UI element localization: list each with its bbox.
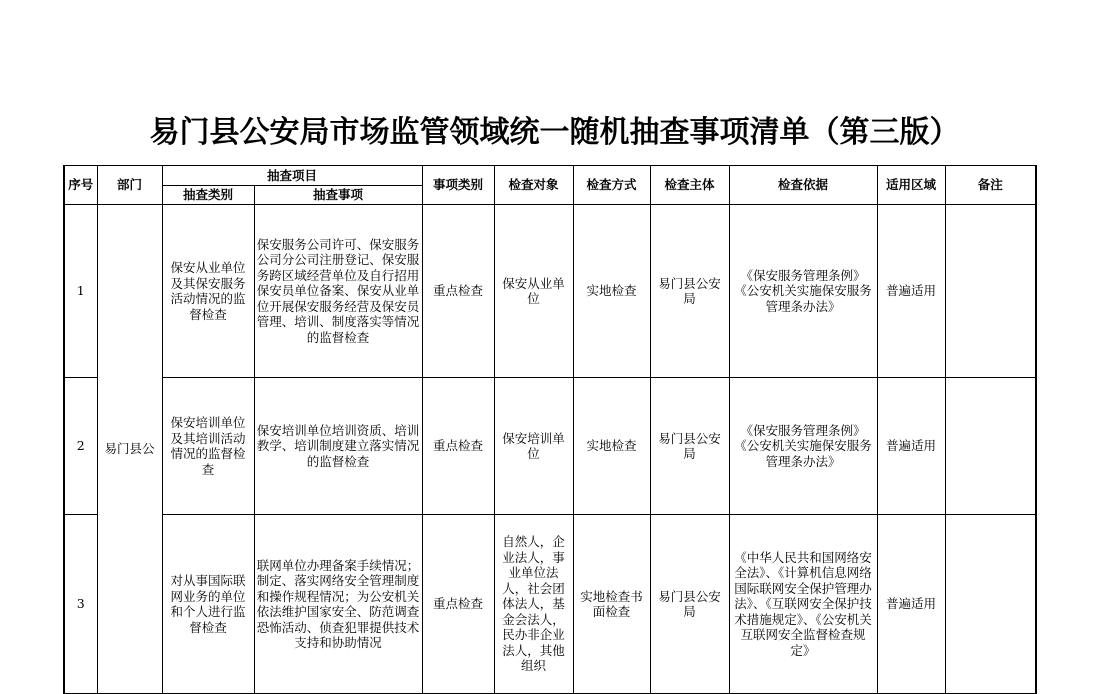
header-check-items: 抽查项目 bbox=[162, 166, 422, 186]
row-type: 重点检查 bbox=[422, 205, 494, 378]
row-area: 普遍适用 bbox=[877, 515, 945, 694]
dept-cell bbox=[97, 205, 162, 694]
header-check-category: 抽查类别 bbox=[162, 186, 254, 205]
row-target: 自然人，企业法人，事业单位法人，社会团体法人，基金会法人，民办非企业法人，其他组织 bbox=[494, 515, 573, 694]
row-type: 重点检查 bbox=[422, 378, 494, 515]
row-area: 普遍适用 bbox=[877, 378, 945, 515]
table-row bbox=[64, 205, 1036, 378]
row-category: 对从事国际联网业务的单位和个人进行监督检查 bbox=[162, 515, 254, 694]
row-category: 保安从业单位及其保安服务活动情况的监督检查 bbox=[162, 205, 254, 378]
header-seq: 序号 bbox=[64, 166, 97, 205]
row-method: 实地检查 bbox=[573, 378, 650, 515]
inspection-table bbox=[63, 165, 1037, 694]
row-seq: 2 bbox=[64, 378, 97, 515]
row-area: 普遍适用 bbox=[877, 205, 945, 378]
header-check-basis: 检查依据 bbox=[729, 166, 877, 205]
row-basis: 《保安服务管理条例》《公安机关实施保安服务管理条办法》 bbox=[729, 378, 877, 515]
row-seq: 3 bbox=[64, 515, 97, 694]
dept-name: 易门县公 bbox=[104, 441, 155, 457]
row-matter: 联网单位办理备案手续情况；制定、落实网络安全管理制度和操作规程情况；为公安机关依法维护国家安全、防范调查恐怖活动、侦查犯罪提供技术支持和协助情况 bbox=[254, 515, 422, 694]
header-check-subject: 检查主体 bbox=[650, 166, 729, 205]
row-category: 保安培训单位及其培训活动情况的监督检查 bbox=[162, 378, 254, 515]
table-row bbox=[64, 378, 1036, 515]
row-method: 实地检查书面检查 bbox=[573, 515, 650, 694]
header-matter-type: 事项类别 bbox=[422, 166, 494, 205]
row-subject: 易门县公安局 bbox=[650, 205, 729, 378]
header-check-target: 检查对象 bbox=[494, 166, 573, 205]
header-check-matter: 抽查事项 bbox=[254, 186, 422, 205]
row-target: 保安培训单位 bbox=[494, 378, 573, 515]
table-row bbox=[64, 515, 1036, 694]
row-seq: 1 bbox=[64, 205, 97, 378]
row-remark bbox=[945, 378, 1036, 515]
row-method: 实地检查 bbox=[573, 205, 650, 378]
row-subject: 易门县公安局 bbox=[650, 515, 729, 694]
header-applicable-area: 适用区域 bbox=[877, 166, 945, 205]
header-remarks: 备注 bbox=[945, 166, 1036, 205]
row-matter: 保安服务公司许可、保安服务公司分公司注册登记、保安服务跨区域经营单位及自行招用保安员单位备案、保安从业单位开展保安服务经营及保安员管理、培训、制度落实等情况的监督检查 bbox=[254, 205, 422, 378]
page-title: 易门县公安局市场监管领域统一随机抽查事项清单（第三版） bbox=[149, 115, 960, 150]
row-remark bbox=[945, 205, 1036, 378]
header-dept: 部门 bbox=[97, 166, 162, 205]
row-remark bbox=[945, 515, 1036, 694]
row-basis: 《保安服务管理条例》《公安机关实施保安服务管理条办法》 bbox=[729, 205, 877, 378]
row-subject: 易门县公安局 bbox=[650, 378, 729, 515]
header-check-method: 检查方式 bbox=[573, 166, 650, 205]
row-matter: 保安培训单位培训资质、培训教学、培训制度建立落实情况的监督检查 bbox=[254, 378, 422, 515]
row-target: 保安从业单位 bbox=[494, 205, 573, 378]
row-basis: 《中华人民共和国网络安全法》、《计算机信息网络国际联网安全保护管理办法》、《互联网安全保护技术措施规定》、《公安机关互联网安全监督检查规定》 bbox=[729, 515, 877, 694]
row-type: 重点检查 bbox=[422, 515, 494, 694]
